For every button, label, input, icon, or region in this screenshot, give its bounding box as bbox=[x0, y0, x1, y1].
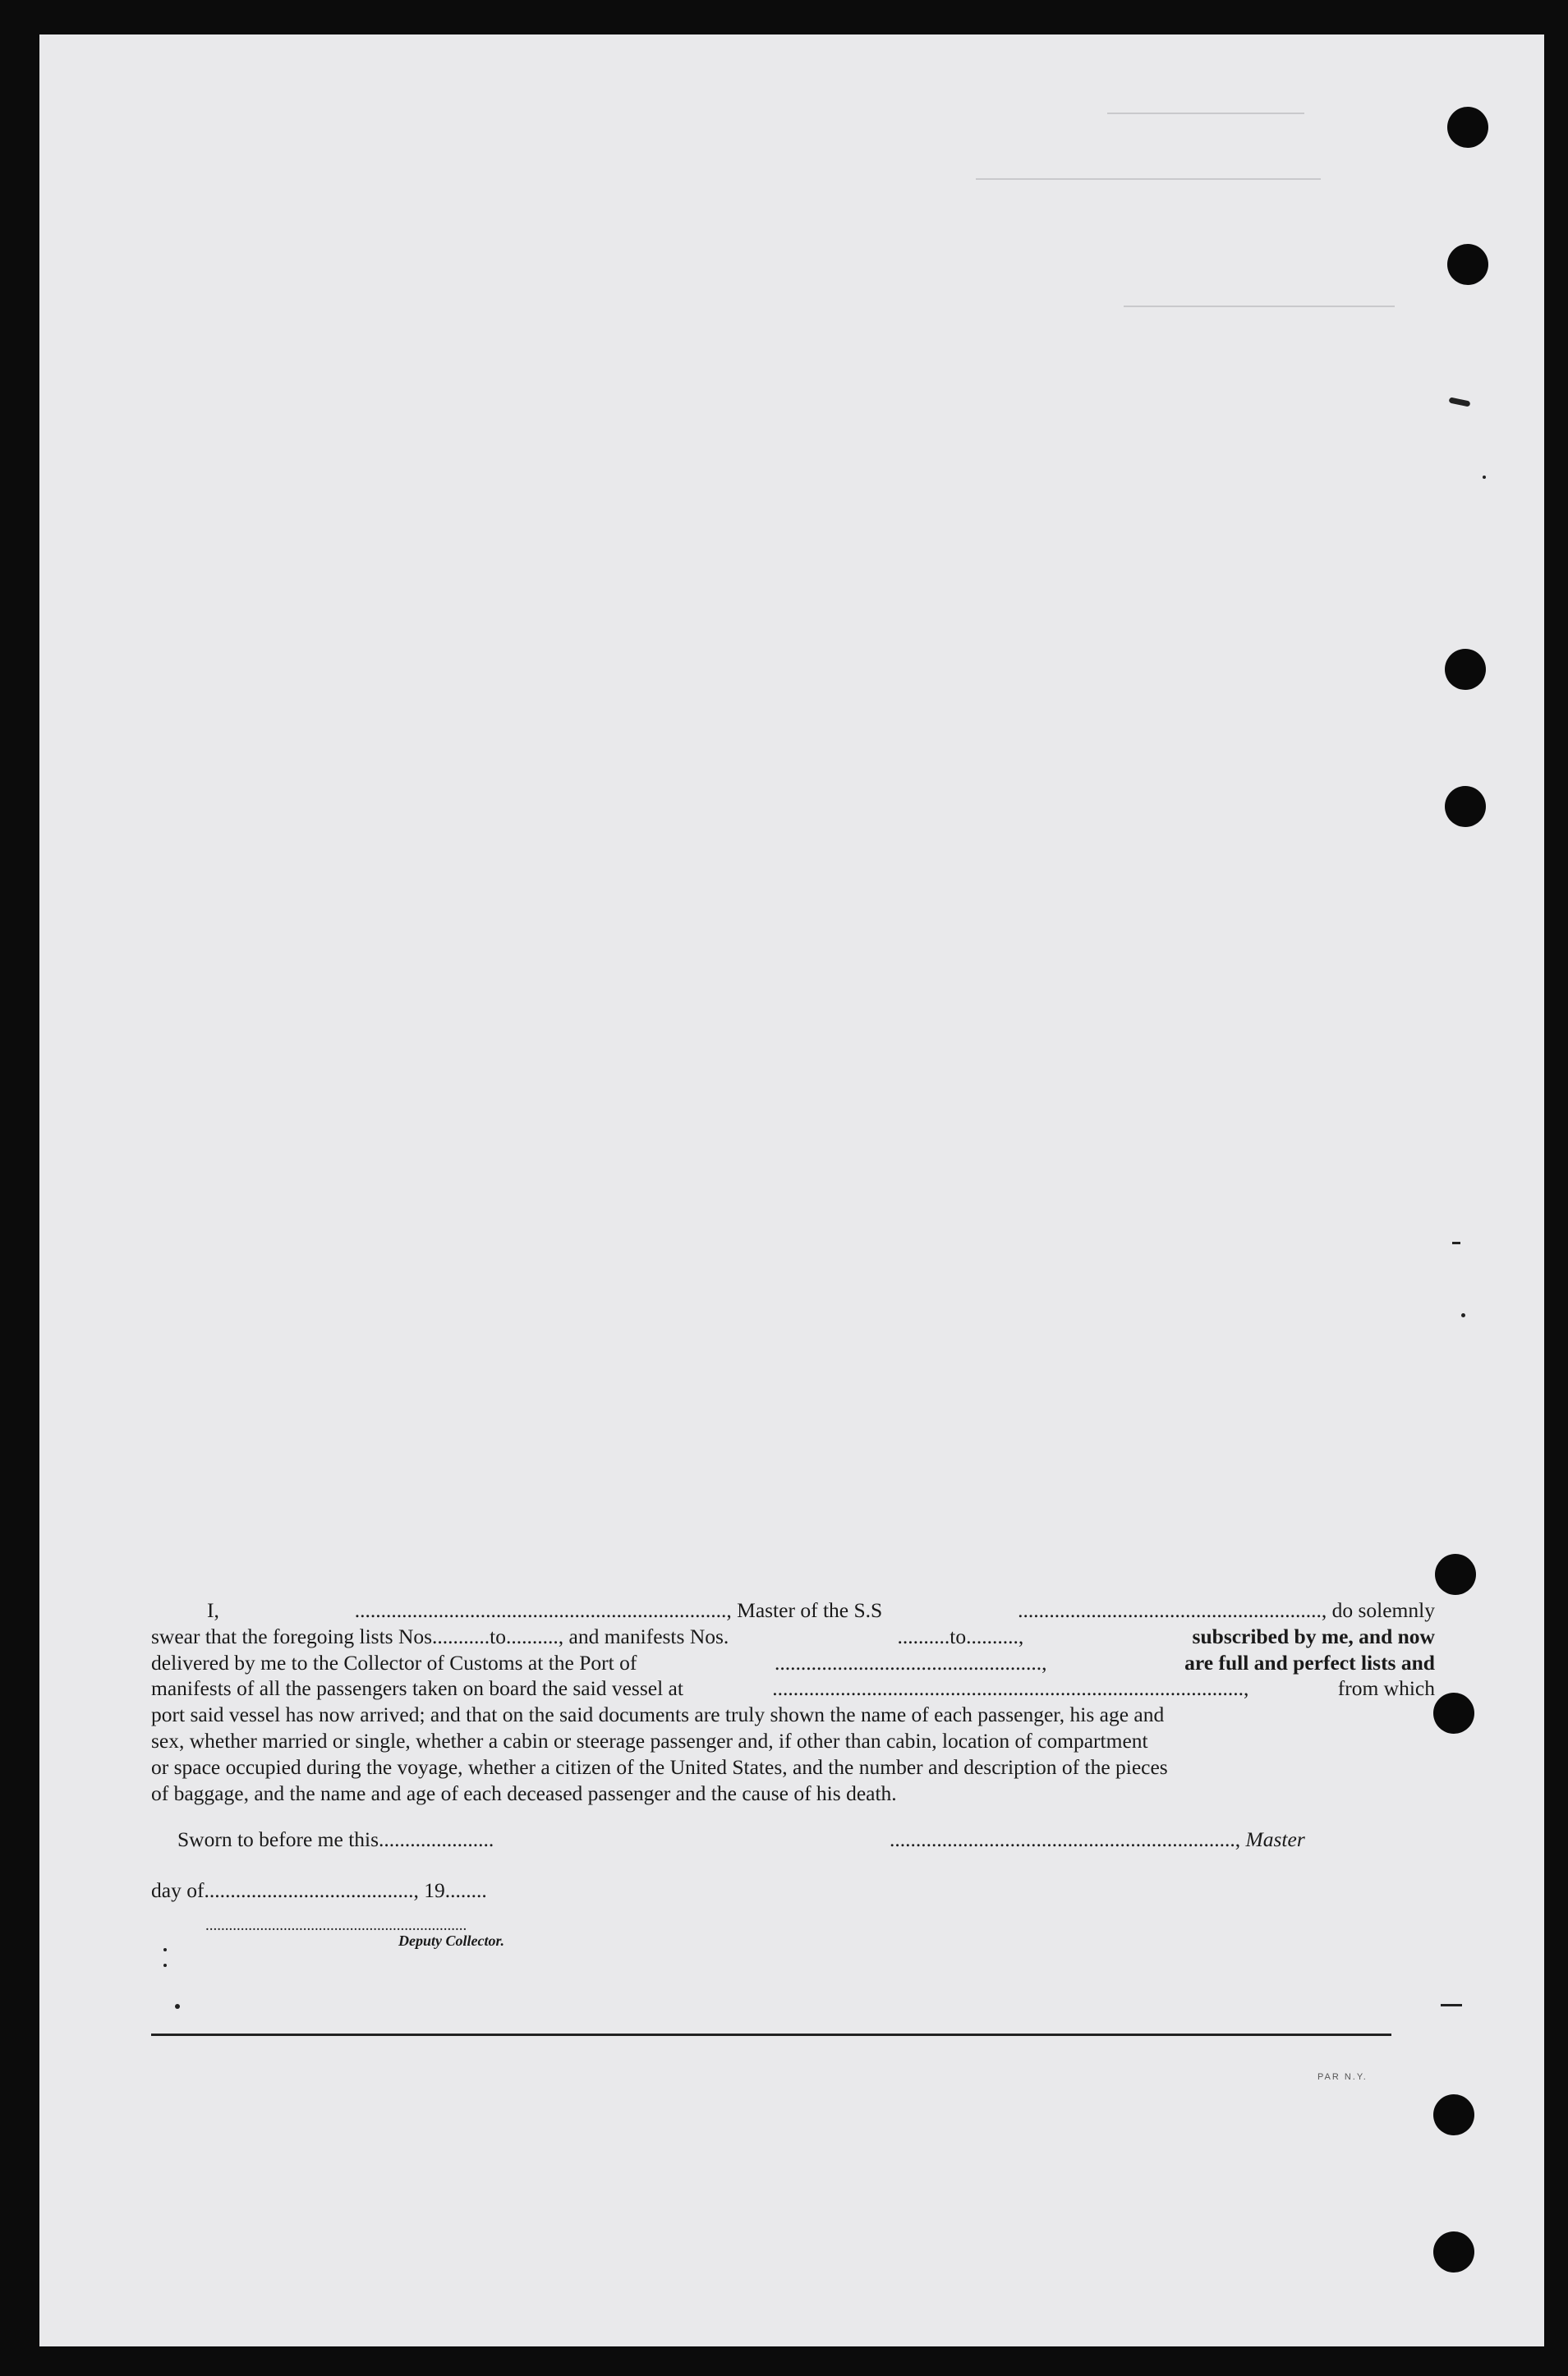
bottom-rule bbox=[151, 2034, 1391, 2036]
scan-mark bbox=[1452, 1242, 1460, 1244]
punch-hole bbox=[1445, 649, 1486, 690]
oath-line-7-text: or space occupied during the voyage, whether a citizen of the United States, and the number and description of the pieces bbox=[151, 1754, 1168, 1779]
oath-line-4-part-c: from which bbox=[1337, 1676, 1435, 1701]
oath-line-3-part-a: delivered by me to the Collector of Customs at the Port of bbox=[151, 1650, 637, 1675]
oath-line-2-part-a: swear that the foregoing lists Nos...........to.........., and manifests Nos. bbox=[151, 1624, 729, 1648]
day-label: day of bbox=[151, 1878, 205, 1902]
scan-mark bbox=[1441, 2004, 1462, 2006]
scan-mark bbox=[1461, 1313, 1465, 1317]
deputy-dots: ................................................................... bbox=[205, 1917, 467, 1934]
oath-line-1 bbox=[151, 1597, 1435, 1624]
oath-line-6 bbox=[151, 1728, 1435, 1754]
oath-line-3 bbox=[151, 1650, 1435, 1676]
punch-hole bbox=[1433, 2231, 1474, 2273]
bleed-through-line bbox=[1107, 113, 1304, 114]
oath-line-4 bbox=[151, 1675, 1435, 1702]
bleed-through-line bbox=[976, 178, 1321, 180]
deputy-collector-label: Deputy Collector. bbox=[398, 1933, 504, 1949]
scan-mark bbox=[1483, 476, 1486, 479]
oath-line-4-part-b: .........................................................................................., bbox=[772, 1676, 1249, 1701]
punch-hole bbox=[1445, 786, 1486, 827]
oath-line-8 bbox=[151, 1781, 1435, 1807]
oath-line-6-text: sex, whether married or single, whether a cabin or steerage passenger and, if other than cabin, location of compartment bbox=[151, 1728, 1148, 1753]
punch-hole bbox=[1447, 107, 1488, 148]
punch-hole bbox=[1447, 244, 1488, 285]
punch-hole bbox=[1433, 2094, 1474, 2135]
printer-mark: PAR N.Y. bbox=[1317, 2072, 1368, 2082]
oath-line-1-part-c: .........................................................., do solemnly bbox=[1018, 1598, 1435, 1622]
oath-paragraph bbox=[151, 1597, 1435, 1806]
scan-mark bbox=[163, 1964, 167, 1967]
oath-line-2 bbox=[151, 1624, 1435, 1650]
document-page bbox=[39, 34, 1544, 2346]
sworn-blank: ...................... bbox=[379, 1827, 494, 1851]
master-signature-line bbox=[890, 1827, 1305, 1852]
oath-line-8-text: of baggage, and the name and age of each deceased passenger and the cause of his death. bbox=[151, 1781, 897, 1805]
sworn-label: Sworn to before me this bbox=[177, 1827, 379, 1851]
oath-line-7 bbox=[151, 1754, 1435, 1781]
sworn-line bbox=[177, 1827, 494, 1852]
oath-line-3-part-c: are full and perfect lists and bbox=[1184, 1650, 1435, 1675]
punch-hole bbox=[1433, 1693, 1474, 1734]
oath-line-5-text: port said vessel has now arrived; and that on the said documents are truly shown the name of each passenger, his age and bbox=[151, 1703, 1165, 1727]
oath-line-5 bbox=[151, 1702, 1435, 1728]
oath-line-2-part-b: ..........to.........., bbox=[897, 1624, 1024, 1648]
oath-line-4-part-a: manifests of all the passengers taken on board the said vessel at bbox=[151, 1676, 683, 1701]
oath-line-2-part-c: subscribed by me, and now bbox=[1192, 1624, 1435, 1648]
master-blank: .................................................................., bbox=[890, 1827, 1241, 1851]
punch-hole bbox=[1435, 1554, 1476, 1595]
bleed-through-line bbox=[1124, 306, 1395, 307]
day-line bbox=[151, 1878, 487, 1903]
oath-line-3-part-b: ..................................................., bbox=[775, 1650, 1047, 1675]
scan-mark bbox=[163, 1948, 167, 1951]
oath-line-1-part-a: I, bbox=[207, 1598, 219, 1622]
master-label: Master bbox=[1245, 1827, 1305, 1851]
day-blank: ........................................, 19........ bbox=[204, 1878, 487, 1902]
scan-mark bbox=[175, 2004, 180, 2009]
oath-line-1-part-b: ......................................................................., Master of the S.S bbox=[354, 1598, 883, 1622]
scan-mark bbox=[1449, 397, 1471, 407]
